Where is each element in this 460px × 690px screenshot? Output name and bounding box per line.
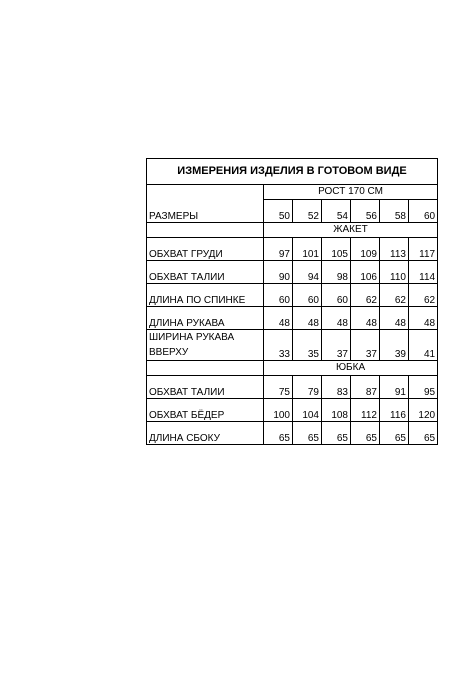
table-row [147,422,438,445]
row-label: ДЛИНА ПО СПИНКЕ [147,284,264,307]
row-value: 65 [293,422,322,445]
size-value: 54 [322,200,351,223]
row-value: 120 [409,399,438,422]
row-value: 48 [264,307,293,330]
row-value: 95 [409,376,438,399]
section-blank-cell [147,223,264,238]
table-row [147,238,438,261]
row-value: 110 [380,261,409,284]
row-value: 62 [380,284,409,307]
sizes-label: РАЗМЕРЫ [147,185,264,223]
row-value: 33 [264,330,293,361]
row-value: 101 [293,238,322,261]
row-value: 104 [293,399,322,422]
row-value: 94 [293,261,322,284]
row-value: 62 [351,284,380,307]
row-value: 65 [380,422,409,445]
row-value: 113 [380,238,409,261]
row-value: 37 [322,330,351,361]
table-row [147,307,438,330]
size-value: 50 [264,200,293,223]
row-value: 48 [380,307,409,330]
row-value: 75 [264,376,293,399]
row-value: 60 [293,284,322,307]
row-value: 48 [409,307,438,330]
row-value: 106 [351,261,380,284]
height-header: РОСТ 170 СМ [264,185,438,200]
row-value: 90 [264,261,293,284]
table-row [147,330,438,361]
size-value: 60 [409,200,438,223]
row-value: 105 [322,238,351,261]
row-value: 109 [351,238,380,261]
row-label: ОБХВАТ ГРУДИ [147,238,264,261]
section-title-skirt: ЮБКА [264,361,438,376]
row-value: 62 [409,284,438,307]
row-value: 100 [264,399,293,422]
row-value: 60 [264,284,293,307]
table-title: ИЗМЕРЕНИЯ ИЗДЕЛИЯ В ГОТОВОМ ВИДЕ [147,159,438,185]
row-value: 116 [380,399,409,422]
row-value: 37 [351,330,380,361]
size-chart-table [146,158,438,445]
row-value: 35 [293,330,322,361]
row-value: 87 [351,376,380,399]
row-value: 48 [351,307,380,330]
row-value: 65 [322,422,351,445]
row-value: 65 [264,422,293,445]
row-value: 48 [322,307,351,330]
row-value: 114 [409,261,438,284]
row-value: 48 [293,307,322,330]
size-value: 52 [293,200,322,223]
row-label: ДЛИНА РУКАВА [147,307,264,330]
table-row [147,376,438,399]
row-value: 83 [322,376,351,399]
row-value: 60 [322,284,351,307]
row-label: ОБХВАТ ТАЛИИ [147,376,264,399]
row-value: 112 [351,399,380,422]
row-value: 97 [264,238,293,261]
row-label: ОБХВАТ БЁДЕР [147,399,264,422]
row-value: 41 [409,330,438,361]
table-row [147,284,438,307]
size-value: 56 [351,200,380,223]
row-value: 65 [409,422,438,445]
row-value: 91 [380,376,409,399]
row-value: 39 [380,330,409,361]
row-value: 108 [322,399,351,422]
section-blank-cell [147,361,264,376]
section-title-jacket: ЖАКЕТ [264,223,438,238]
row-value: 98 [322,261,351,284]
row-value: 79 [293,376,322,399]
row-value: 65 [351,422,380,445]
size-value: 58 [380,200,409,223]
row-label: ДЛИНА СБОКУ [147,422,264,445]
table-row [147,261,438,284]
table-row [147,399,438,422]
row-label: ШИРИНА РУКАВА ВВЕРХУ [147,330,264,361]
row-value: 117 [409,238,438,261]
row-label: ОБХВАТ ТАЛИИ [147,261,264,284]
